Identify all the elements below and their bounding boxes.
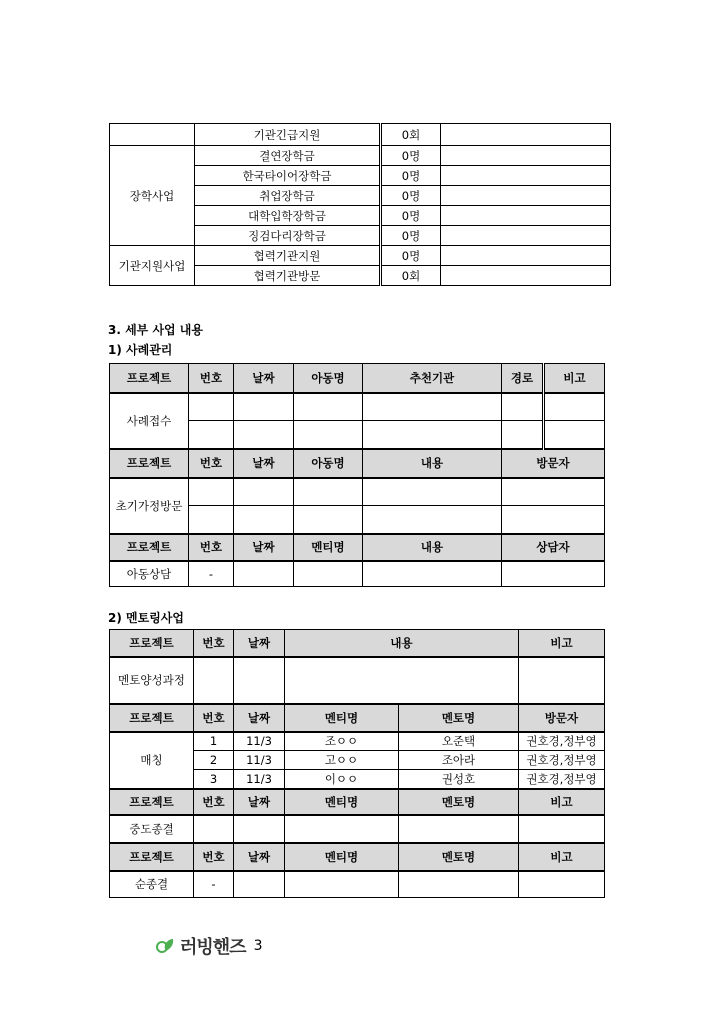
number-cell: 3 <box>194 770 234 789</box>
number-cell: 1 <box>194 732 234 751</box>
count-cell: 0명 <box>381 226 441 246</box>
mentoring-title: 2) 멘토링사업 <box>108 611 184 625</box>
cell <box>399 815 519 843</box>
note-cell <box>441 206 611 226</box>
cell <box>234 871 285 898</box>
cell <box>294 421 363 449</box>
cell <box>234 478 294 506</box>
table-row <box>110 393 605 421</box>
item-cell: 결연장학금 <box>195 146 381 166</box>
cell <box>363 421 502 449</box>
cell <box>502 478 605 506</box>
header-row <box>110 534 605 561</box>
header-row <box>110 630 605 657</box>
date-cell: 11/3 <box>234 751 285 770</box>
header-date: 날짜 <box>234 534 294 561</box>
note-cell <box>441 226 611 246</box>
project-cell: 사례접수 <box>110 393 189 449</box>
category-cell <box>110 124 195 146</box>
item-cell: 대학입학장학금 <box>195 206 381 226</box>
case-management-title: 1) 사례관리 <box>108 343 173 357</box>
cell <box>234 657 285 704</box>
cell <box>285 871 399 898</box>
number-cell: 2 <box>194 751 234 770</box>
cell <box>189 506 234 534</box>
header-child: 아동명 <box>294 364 363 393</box>
item-cell: 협력기관지원 <box>195 246 381 266</box>
cell <box>189 421 234 449</box>
visitor-cell: 권호경,정부영 <box>519 732 605 751</box>
header-content: 내용 <box>363 449 502 478</box>
number-cell: - <box>189 561 234 587</box>
header-date: 날짜 <box>234 789 285 815</box>
table-row <box>110 478 605 506</box>
header-mentee: 멘티명 <box>285 789 399 815</box>
header-project: 프로젝트 <box>110 449 189 478</box>
section-title: 3. 세부 사업 내용 <box>108 323 203 337</box>
header-mentor: 멘토명 <box>399 704 519 732</box>
header-mentor: 멘토명 <box>399 843 519 871</box>
header-project: 프로젝트 <box>110 704 194 732</box>
cell <box>294 478 363 506</box>
cell <box>194 815 234 843</box>
cell <box>285 657 519 704</box>
note-cell <box>441 124 611 146</box>
header-date: 날짜 <box>234 630 285 657</box>
header-content: 내용 <box>363 534 502 561</box>
header-project: 프로젝트 <box>110 364 189 393</box>
project-cell: 멘토양성과정 <box>110 657 194 704</box>
note-cell <box>441 186 611 206</box>
project-cell: 초기가정방문 <box>110 478 189 534</box>
visitor-cell: 권호경,정부영 <box>519 751 605 770</box>
project-cell: 아동상담 <box>110 561 189 587</box>
note-cell <box>441 266 611 286</box>
header-number: 번호 <box>189 534 234 561</box>
table-row <box>110 561 605 587</box>
header-note: 비고 <box>519 843 605 871</box>
item-cell: 취업장학금 <box>195 186 381 206</box>
cell <box>363 393 502 421</box>
table-row <box>110 657 605 704</box>
mentee-cell: 조ㅇㅇ <box>285 732 399 751</box>
header-number: 번호 <box>194 704 234 732</box>
item-cell: 한국타이어장학금 <box>195 166 381 186</box>
count-cell: 0회 <box>381 124 441 146</box>
header-note: 비고 <box>519 630 605 657</box>
cell <box>285 815 399 843</box>
category-cell: 기관지원사업 <box>110 246 195 286</box>
project-cell: 매칭 <box>110 732 194 789</box>
table-row <box>110 124 611 146</box>
cell <box>519 815 605 843</box>
header-row <box>110 449 605 478</box>
note-cell <box>441 146 611 166</box>
header-mentee: 멘티명 <box>294 534 363 561</box>
project-cell: 중도종결 <box>110 815 194 843</box>
count-cell: 0명 <box>381 186 441 206</box>
page-number: 3 <box>253 938 263 954</box>
number-cell: - <box>194 871 234 898</box>
table-row <box>110 871 605 898</box>
header-note: 비고 <box>544 364 605 393</box>
header-date: 날짜 <box>234 843 285 871</box>
cell <box>234 561 294 587</box>
header-mentor: 멘토명 <box>399 789 519 815</box>
cell <box>189 478 234 506</box>
project-cell: 순종결 <box>110 871 194 898</box>
cell <box>502 421 544 449</box>
mentor-cell: 오준택 <box>399 732 519 751</box>
brand-name: 러빙핸즈 <box>180 937 246 958</box>
cell <box>502 506 605 534</box>
header-number: 번호 <box>189 449 234 478</box>
cell <box>294 393 363 421</box>
mentoring-table <box>109 629 605 898</box>
date-cell: 11/3 <box>234 770 285 789</box>
cell <box>363 506 502 534</box>
table-row <box>110 815 605 843</box>
header-route: 경로 <box>502 364 544 393</box>
header-number: 번호 <box>194 843 234 871</box>
header-date: 날짜 <box>234 364 294 393</box>
visitor-cell: 권호경,정부영 <box>519 770 605 789</box>
mentor-cell: 권성호 <box>399 770 519 789</box>
category-cell: 장학사업 <box>110 146 195 246</box>
item-cell: 기관긴급지원 <box>195 124 381 146</box>
header-mentee: 멘티명 <box>285 843 399 871</box>
header-project: 프로젝트 <box>110 843 194 871</box>
header-row <box>110 704 605 732</box>
logo-icon <box>156 935 176 958</box>
table-row <box>110 732 605 751</box>
item-cell: 징검다리장학금 <box>195 226 381 246</box>
count-cell: 0회 <box>381 266 441 286</box>
cell <box>544 421 605 449</box>
header-number: 번호 <box>194 789 234 815</box>
header-project: 프로젝트 <box>110 534 189 561</box>
header-date: 날짜 <box>234 704 285 732</box>
header-project: 프로젝트 <box>110 789 194 815</box>
cell <box>519 871 605 898</box>
header-agency: 추천기관 <box>363 364 502 393</box>
cell <box>544 393 605 421</box>
header-note: 비고 <box>519 789 605 815</box>
note-cell <box>441 166 611 186</box>
header-row <box>110 364 605 393</box>
cell <box>189 393 234 421</box>
item-cell: 협력기관방문 <box>195 266 381 286</box>
header-content: 내용 <box>285 630 519 657</box>
count-cell: 0명 <box>381 206 441 226</box>
mentee-cell: 이ㅇㅇ <box>285 770 399 789</box>
summary-table <box>109 123 611 286</box>
cell <box>234 393 294 421</box>
table-row <box>110 246 611 266</box>
cell <box>234 421 294 449</box>
header-number: 번호 <box>189 364 234 393</box>
header-date: 날짜 <box>234 449 294 478</box>
cell <box>234 815 285 843</box>
cell <box>363 561 502 587</box>
cell <box>294 506 363 534</box>
cell <box>502 561 605 587</box>
mentor-cell: 조아라 <box>399 751 519 770</box>
header-visitor: 방문자 <box>502 449 605 478</box>
header-visitor: 방문자 <box>519 704 605 732</box>
footer <box>156 933 262 959</box>
mentee-cell: 고ㅇㅇ <box>285 751 399 770</box>
cell <box>399 871 519 898</box>
header-row <box>110 843 605 871</box>
cell <box>363 478 502 506</box>
header-child: 아동명 <box>294 449 363 478</box>
case-management-table <box>109 363 605 587</box>
count-cell: 0명 <box>381 246 441 266</box>
date-cell: 11/3 <box>234 732 285 751</box>
cell <box>294 561 363 587</box>
header-number: 번호 <box>194 630 234 657</box>
header-project: 프로젝트 <box>110 630 194 657</box>
header-row <box>110 789 605 815</box>
cell <box>194 657 234 704</box>
note-cell <box>441 246 611 266</box>
header-counselor: 상담자 <box>502 534 605 561</box>
count-cell: 0명 <box>381 166 441 186</box>
cell <box>234 506 294 534</box>
cell <box>519 657 605 704</box>
cell <box>502 393 544 421</box>
table-row <box>110 146 611 166</box>
header-mentee: 멘티명 <box>285 704 399 732</box>
count-cell: 0명 <box>381 146 441 166</box>
